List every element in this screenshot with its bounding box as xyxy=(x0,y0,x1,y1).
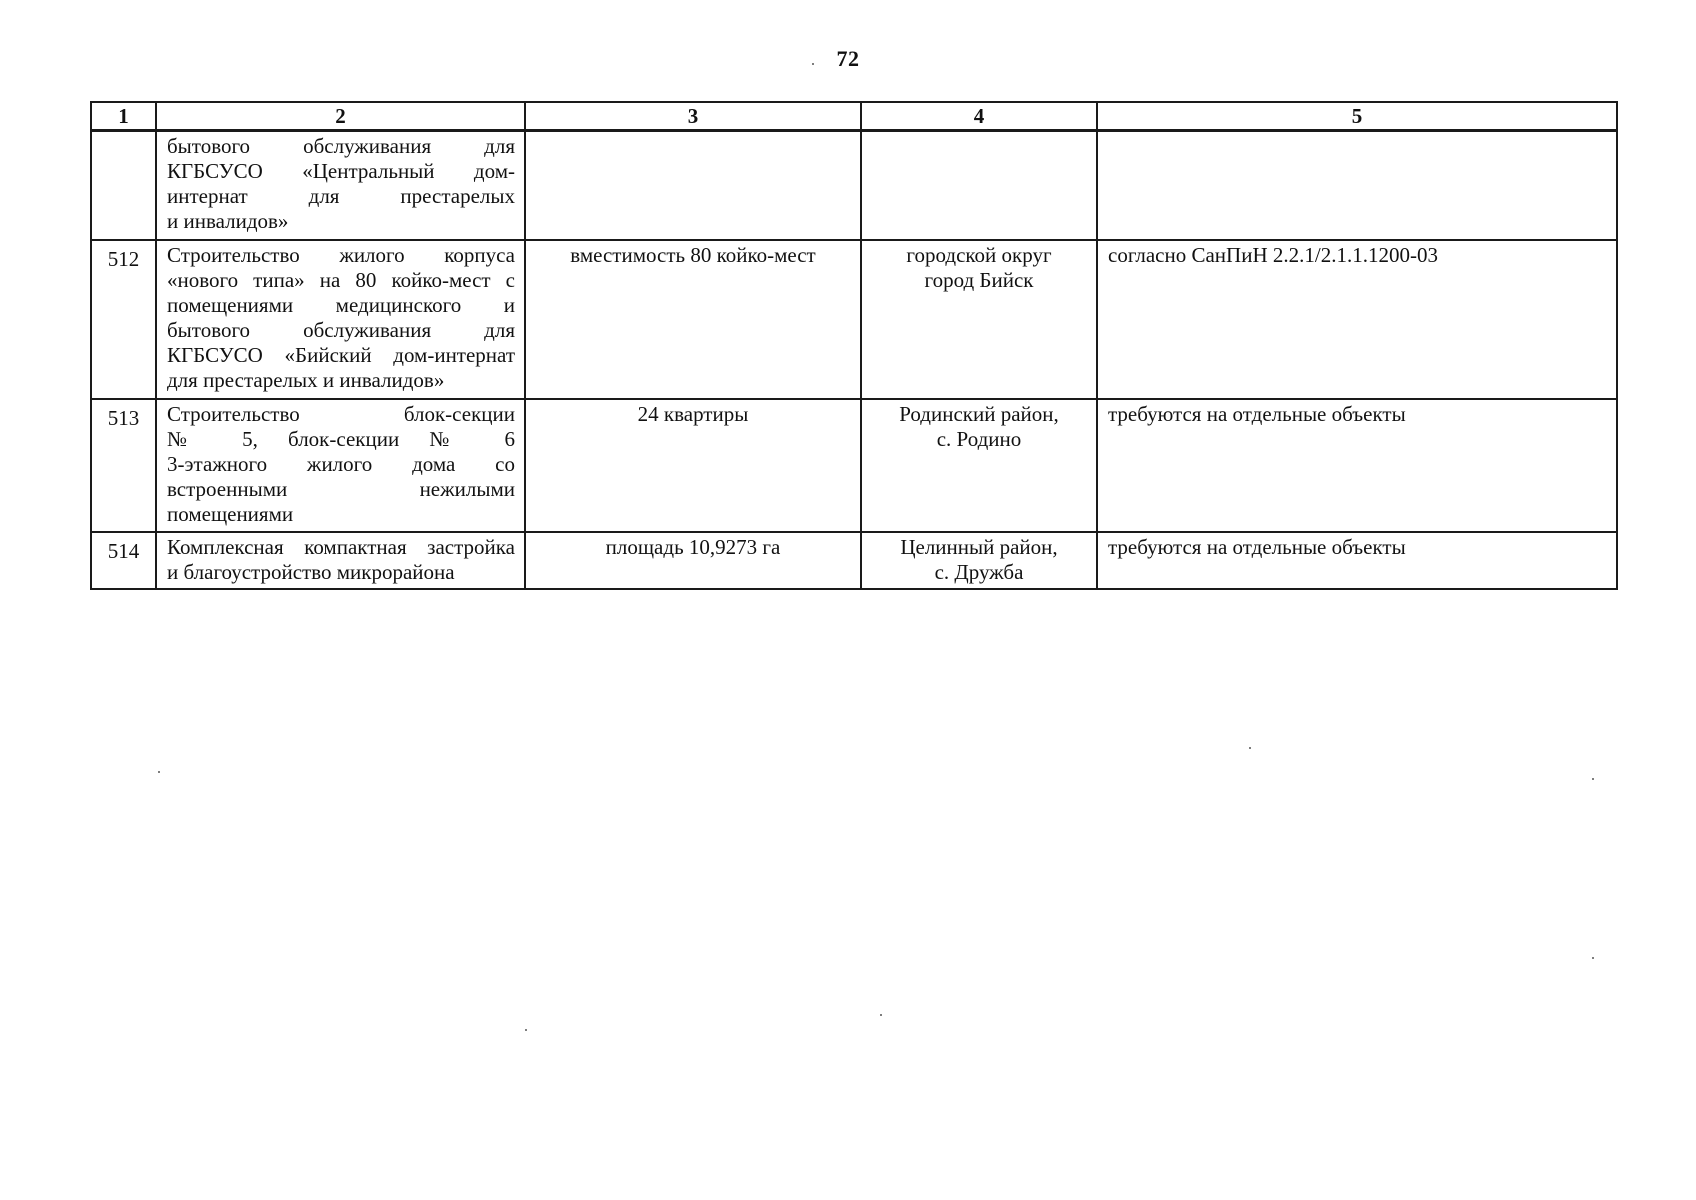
location-cell xyxy=(861,240,1097,399)
header-cell-col-3: 3 xyxy=(525,102,861,131)
object-name-cell xyxy=(156,532,525,589)
capacity-cell: площадь 10,9273 га xyxy=(525,532,861,589)
table-row xyxy=(91,532,1617,589)
scan-speck xyxy=(812,63,814,65)
note-cell: требуются на отдельные объекты xyxy=(1097,532,1617,589)
object-name-cell xyxy=(156,240,525,399)
location-cell xyxy=(861,399,1097,532)
object-name-line: № 5, блок-секции № 6 xyxy=(167,427,515,451)
object-name-line: для престарелых и инвалидов» xyxy=(167,368,445,392)
note-cell: требуются на отдельные объекты xyxy=(1097,399,1617,532)
header-row xyxy=(91,102,1617,131)
location-line: Целинный район, xyxy=(900,535,1058,559)
capacity-cell: 24 квартиры xyxy=(525,399,861,532)
object-name-line: и благоустройство микрорайона xyxy=(167,560,455,584)
row-number-cell: 513 xyxy=(91,399,156,532)
object-name-line: КГБСУСО «Бийский дом-интернат xyxy=(167,343,515,367)
object-name-line: Комплексная компактная застройка xyxy=(167,535,515,559)
object-name-line: 3-этажного жилого дома со xyxy=(167,452,515,476)
object-name-line: помещениями xyxy=(167,502,294,526)
row-number-cell: 514 xyxy=(91,532,156,589)
object-name-line: Строительство блок-секции xyxy=(167,402,515,426)
header-cell-col-4: 4 xyxy=(861,102,1097,131)
location-line: с. Дружба xyxy=(934,560,1024,584)
location-line: город Бийск xyxy=(924,268,1034,292)
location-line: Родинский район, xyxy=(899,402,1059,426)
scan-speck xyxy=(1592,957,1594,959)
table-row xyxy=(91,240,1617,399)
location-line: с. Родино xyxy=(936,427,1022,451)
table-header xyxy=(91,102,1617,131)
object-name-line: бытового обслуживания для xyxy=(167,318,515,342)
header-cell-col-5: 5 xyxy=(1097,102,1617,131)
table-row xyxy=(91,399,1617,532)
scan-speck xyxy=(158,771,160,773)
object-name-line: КГБСУСО «Центральный дом- xyxy=(167,159,515,183)
object-name-line: встроенными нежилыми xyxy=(167,477,515,501)
note-cell: согласно СанПиН 2.2.1/2.1.1.1200-03 xyxy=(1097,240,1617,399)
scan-speck xyxy=(1592,778,1594,780)
location-cell xyxy=(861,131,1097,241)
scan-speck xyxy=(880,1014,882,1016)
scan-speck xyxy=(525,1029,527,1031)
table-body xyxy=(91,131,1617,590)
location-line: городской округ xyxy=(906,243,1052,267)
object-name-line: помещениями медицинского и xyxy=(167,293,515,317)
row-number-cell: 512 xyxy=(91,240,156,399)
object-name-line: Строительство жилого корпуса xyxy=(167,243,515,267)
object-name-line: интернат для престарелых xyxy=(167,184,515,208)
header-cell-col-2: 2 xyxy=(156,102,525,131)
row-number-cell xyxy=(91,131,156,241)
document-table xyxy=(90,101,1618,590)
location-cell xyxy=(861,532,1097,589)
header-cell-col-1: 1 xyxy=(91,102,156,131)
capacity-cell xyxy=(525,131,861,241)
object-name-line: «нового типа» на 80 койко-мест с xyxy=(167,268,515,292)
capacity-cell: вместимость 80 койко-мест xyxy=(525,240,861,399)
object-name-line: и инвалидов» xyxy=(167,209,289,233)
object-name-cell xyxy=(156,131,525,241)
note-cell xyxy=(1097,131,1617,241)
page-number: 72 xyxy=(836,46,860,71)
scan-speck xyxy=(1249,747,1251,749)
table-row xyxy=(91,131,1617,241)
object-name-line: бытового обслуживания для xyxy=(167,134,515,158)
object-name-cell xyxy=(156,399,525,532)
